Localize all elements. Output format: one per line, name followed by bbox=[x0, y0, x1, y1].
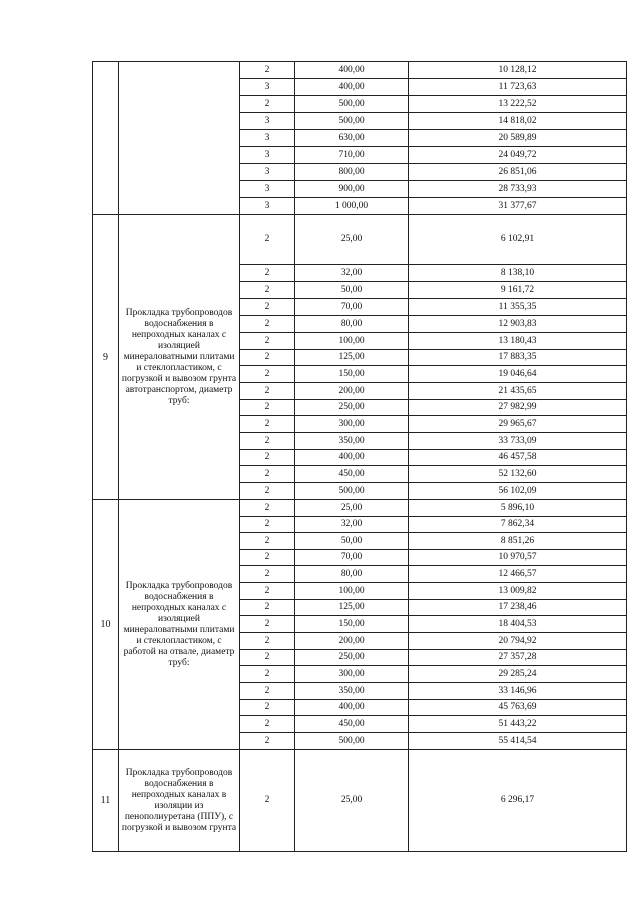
soil-category-cell: 2 bbox=[240, 400, 295, 416]
soil-category-cell: 2 bbox=[240, 517, 295, 533]
soil-category-cell: 2 bbox=[240, 550, 295, 566]
price-cell: 8 138,10 bbox=[409, 265, 627, 282]
soil-category-cell: 2 bbox=[240, 333, 295, 350]
pipe-diameter-cell: 25,00 bbox=[295, 215, 409, 265]
pipe-diameter-cell: 250,00 bbox=[295, 400, 409, 416]
pipe-diameter-cell: 400,00 bbox=[295, 79, 409, 96]
pipe-diameter-cell: 200,00 bbox=[295, 383, 409, 400]
price-cell: 6 102,91 bbox=[409, 215, 627, 265]
price-cell: 46 457,58 bbox=[409, 450, 627, 466]
pipe-diameter-cell: 900,00 bbox=[295, 181, 409, 198]
pipe-diameter-cell: 300,00 bbox=[295, 416, 409, 433]
pipe-diameter-cell: 500,00 bbox=[295, 733, 409, 750]
soil-category-cell: 2 bbox=[240, 750, 295, 852]
soil-category-cell: 2 bbox=[240, 433, 295, 450]
price-cell: 12 903,83 bbox=[409, 316, 627, 333]
price-cell: 14 818,02 bbox=[409, 113, 627, 130]
soil-category-cell: 2 bbox=[240, 383, 295, 400]
soil-category-cell: 2 bbox=[240, 633, 295, 650]
pipe-diameter-cell: 400,00 bbox=[295, 700, 409, 716]
price-cell: 7 862,34 bbox=[409, 517, 627, 533]
pipe-diameter-cell: 350,00 bbox=[295, 433, 409, 450]
pipe-diameter-cell: 250,00 bbox=[295, 650, 409, 666]
price-cell: 11 355,35 bbox=[409, 299, 627, 316]
soil-category-cell: 2 bbox=[240, 616, 295, 633]
price-cell: 27 357,28 bbox=[409, 650, 627, 666]
price-cell: 33 146,96 bbox=[409, 683, 627, 700]
pipe-diameter-cell: 70,00 bbox=[295, 299, 409, 316]
soil-category-cell: 3 bbox=[240, 113, 295, 130]
price-cell: 11 723,63 bbox=[409, 79, 627, 96]
item-description: Прокладка трубопроводов водоснабжения в непроходных каналах с изоляцией минераловатными плитами и стеклопластиком, с погрузкой и вывозом грунта автотранспортом, диаметр труб: bbox=[119, 215, 240, 500]
pipe-diameter-cell: 500,00 bbox=[295, 113, 409, 130]
table-row bbox=[93, 215, 627, 265]
soil-category-cell: 2 bbox=[240, 666, 295, 683]
price-cell: 20 589,89 bbox=[409, 130, 627, 147]
soil-category-cell: 3 bbox=[240, 147, 295, 164]
item-number bbox=[93, 62, 119, 215]
price-cell: 17 238,46 bbox=[409, 600, 627, 616]
price-cell: 52 132,60 bbox=[409, 466, 627, 483]
pipe-diameter-cell: 500,00 bbox=[295, 483, 409, 500]
soil-category-cell: 2 bbox=[240, 650, 295, 666]
pipe-diameter-cell: 100,00 bbox=[295, 583, 409, 600]
soil-category-cell: 2 bbox=[240, 282, 295, 299]
price-cell: 19 046,64 bbox=[409, 366, 627, 383]
pipe-diameter-cell: 710,00 bbox=[295, 147, 409, 164]
item-description bbox=[119, 62, 240, 215]
price-cell: 29 285,24 bbox=[409, 666, 627, 683]
soil-category-cell: 2 bbox=[240, 533, 295, 550]
pipe-diameter-cell: 50,00 bbox=[295, 533, 409, 550]
pipe-diameter-cell: 32,00 bbox=[295, 517, 409, 533]
pipe-diameter-cell: 450,00 bbox=[295, 716, 409, 733]
price-cell: 17 883,35 bbox=[409, 350, 627, 366]
item-number: 9 bbox=[93, 215, 119, 500]
pipe-diameter-cell: 150,00 bbox=[295, 366, 409, 383]
pipe-diameter-cell: 500,00 bbox=[295, 96, 409, 113]
soil-category-cell: 3 bbox=[240, 164, 295, 181]
pipe-diameter-cell: 100,00 bbox=[295, 333, 409, 350]
pipe-diameter-cell: 800,00 bbox=[295, 164, 409, 181]
pipe-diameter-cell: 300,00 bbox=[295, 666, 409, 683]
soil-category-cell: 3 bbox=[240, 198, 295, 215]
pipe-diameter-cell: 450,00 bbox=[295, 466, 409, 483]
price-cell: 24 049,72 bbox=[409, 147, 627, 164]
soil-category-cell: 2 bbox=[240, 366, 295, 383]
soil-category-cell: 2 bbox=[240, 265, 295, 282]
price-cell: 26 851,06 bbox=[409, 164, 627, 181]
table-row bbox=[93, 750, 627, 852]
price-cell: 5 896,10 bbox=[409, 500, 627, 517]
pipe-diameter-cell: 125,00 bbox=[295, 600, 409, 616]
soil-category-cell: 2 bbox=[240, 700, 295, 716]
soil-category-cell: 2 bbox=[240, 483, 295, 500]
soil-category-cell: 2 bbox=[240, 500, 295, 517]
pipe-diameter-cell: 1 000,00 bbox=[295, 198, 409, 215]
price-cell: 12 466,57 bbox=[409, 566, 627, 583]
pipe-diameter-cell: 400,00 bbox=[295, 62, 409, 79]
table-row bbox=[93, 62, 627, 79]
soil-category-cell: 2 bbox=[240, 466, 295, 483]
pipe-diameter-cell: 630,00 bbox=[295, 130, 409, 147]
price-cell: 45 763,69 bbox=[409, 700, 627, 716]
item-description: Прокладка трубопроводов водоснабжения в непроходных каналах с изоляцией минераловатными плитами и стеклопластиком, с работой на отвале, диаметр труб: bbox=[119, 500, 240, 750]
soil-category-cell: 2 bbox=[240, 683, 295, 700]
pipe-diameter-cell: 400,00 bbox=[295, 450, 409, 466]
soil-category-cell: 2 bbox=[240, 733, 295, 750]
pipe-diameter-cell: 125,00 bbox=[295, 350, 409, 366]
price-cell: 27 982,99 bbox=[409, 400, 627, 416]
price-cell: 33 733,09 bbox=[409, 433, 627, 450]
soil-category-cell: 2 bbox=[240, 450, 295, 466]
pipe-diameter-cell: 200,00 bbox=[295, 633, 409, 650]
soil-category-cell: 3 bbox=[240, 181, 295, 198]
soil-category-cell: 3 bbox=[240, 79, 295, 96]
item-number: 11 bbox=[93, 750, 119, 852]
soil-category-cell: 2 bbox=[240, 215, 295, 265]
price-cell: 55 414,54 bbox=[409, 733, 627, 750]
price-cell: 29 965,67 bbox=[409, 416, 627, 433]
soil-category-cell: 3 bbox=[240, 130, 295, 147]
price-table-body bbox=[93, 62, 627, 852]
pipe-diameter-cell: 70,00 bbox=[295, 550, 409, 566]
table-row bbox=[93, 500, 627, 517]
soil-category-cell: 2 bbox=[240, 96, 295, 113]
soil-category-cell: 2 bbox=[240, 62, 295, 79]
price-cell: 10 970,57 bbox=[409, 550, 627, 566]
soil-category-cell: 2 bbox=[240, 416, 295, 433]
soil-category-cell: 2 bbox=[240, 299, 295, 316]
soil-category-cell: 2 bbox=[240, 566, 295, 583]
soil-category-cell: 2 bbox=[240, 350, 295, 366]
price-cell: 13 180,43 bbox=[409, 333, 627, 350]
pipe-diameter-cell: 80,00 bbox=[295, 316, 409, 333]
price-cell: 28 733,93 bbox=[409, 181, 627, 198]
price-cell: 10 128,12 bbox=[409, 62, 627, 79]
soil-category-cell: 2 bbox=[240, 583, 295, 600]
pipe-diameter-cell: 32,00 bbox=[295, 265, 409, 282]
price-cell: 9 161,72 bbox=[409, 282, 627, 299]
item-number: 10 bbox=[93, 500, 119, 750]
price-cell: 21 435,65 bbox=[409, 383, 627, 400]
pipe-diameter-cell: 25,00 bbox=[295, 500, 409, 517]
price-cell: 51 443,22 bbox=[409, 716, 627, 733]
pipe-diameter-cell: 80,00 bbox=[295, 566, 409, 583]
price-cell: 13 009,82 bbox=[409, 583, 627, 600]
price-cell: 31 377,67 bbox=[409, 198, 627, 215]
price-cell: 56 102,09 bbox=[409, 483, 627, 500]
price-cell: 18 404,53 bbox=[409, 616, 627, 633]
pipe-diameter-cell: 350,00 bbox=[295, 683, 409, 700]
soil-category-cell: 2 bbox=[240, 600, 295, 616]
pipe-diameter-cell: 50,00 bbox=[295, 282, 409, 299]
price-cell: 13 222,52 bbox=[409, 96, 627, 113]
price-cell: 8 851,26 bbox=[409, 533, 627, 550]
price-cell: 6 296,17 bbox=[409, 750, 627, 852]
price-cell: 20 794,92 bbox=[409, 633, 627, 650]
pipe-diameter-cell: 150,00 bbox=[295, 616, 409, 633]
soil-category-cell: 2 bbox=[240, 316, 295, 333]
item-description: Прокладка трубопроводов водоснабжения в непроходных каналах в изоляции из пенополиуретана (ППУ), с погрузкой и вывозом грунта bbox=[119, 750, 240, 852]
pipe-diameter-cell: 25,00 bbox=[295, 750, 409, 852]
price-table bbox=[92, 61, 627, 852]
soil-category-cell: 2 bbox=[240, 716, 295, 733]
